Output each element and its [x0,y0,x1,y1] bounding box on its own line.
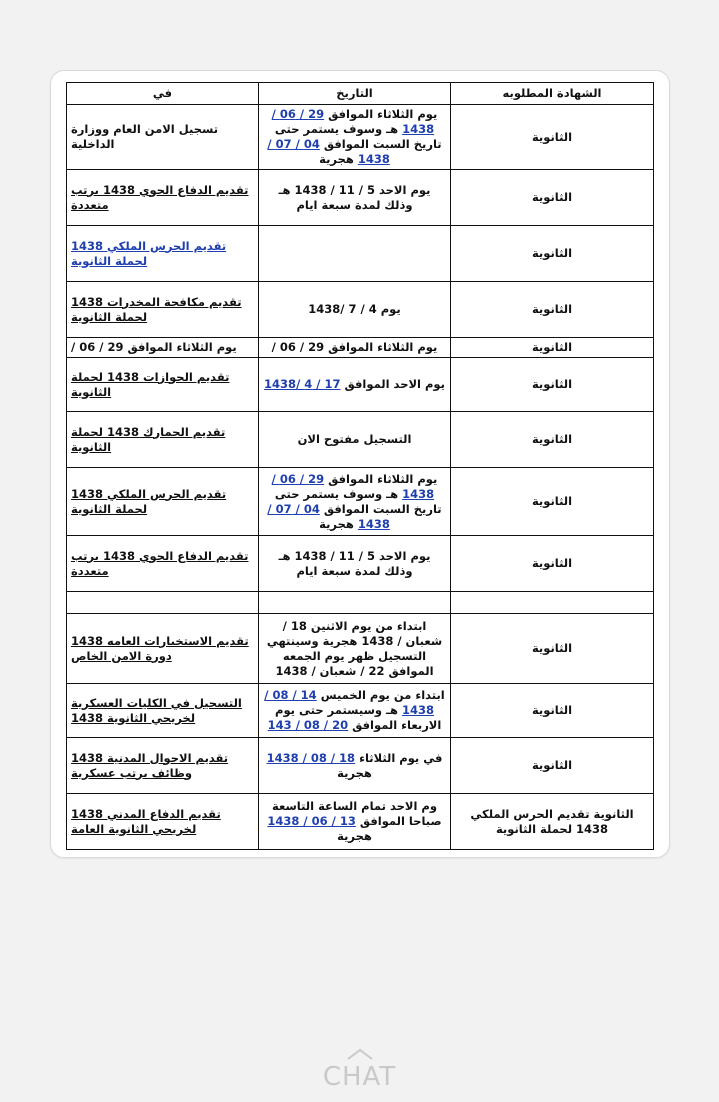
row-cert: الثانوية [451,170,654,226]
row-cert: الثانوية [451,738,654,794]
row-date: التسجيل مفتوح الان [259,412,451,468]
row-cert: الثانوية تقديم الحرس الملكي 1438 لحملة الثانوية [451,794,654,850]
row-in [67,358,259,412]
row-in: يوم الثلاثاء الموافق 29 / 06 / [67,338,259,358]
table-row [67,536,654,592]
entry-link[interactable]: تقديم الحرس الملكي 1438 لحملة الثانوية [71,486,227,516]
date-link[interactable]: 29 / 06 / 1438 [271,471,435,501]
row-cert: الثانوية [451,614,654,684]
table-row [67,338,654,358]
row-date: وم الاحد تمام الساعة التاسعة صباحا الموافق 13 / 06 / 1438 هجرية [259,794,451,850]
row-in: تسجيل الامن العام ووزارة الداخلية [67,105,259,170]
row-date [259,592,451,614]
row-in [67,738,259,794]
row-in [67,468,259,536]
table-row [67,358,654,412]
row-date: يوم 4 / 7 /1438 [259,282,451,338]
row-date: يوم الثلاثاء الموافق 29 / 06 / 1438 هـ وسوف يستمر حتى تاريخ السبت الموافق 04 / 07 / 1438 هجرية [259,468,451,536]
row-date: يوم الثلاثاء الموافق 29 / 06 / 1438 هـ وسوف يستمر حتى تاريخ السبت الموافق 04 / 07 / 1438 هجرية [259,105,451,170]
row-date: يوم الاحد الموافق 17 / 4 /1438 [259,358,451,412]
table-row [67,614,654,684]
entry-link[interactable]: تقديم الدفاع المدني 1438 لخريجي الثانوية العامة [71,806,221,836]
row-cert: الثانوية [451,338,654,358]
row-in [67,614,259,684]
table-row [67,592,654,614]
certificates-table [66,82,654,850]
date-link[interactable]: 14 / 08 / 1438 [264,688,434,717]
table-row [67,105,654,170]
table-row [67,684,654,738]
chat-label: CHAT [322,1062,397,1092]
entry-link[interactable]: التسجيل في الكليات العسكرية لخريجي الثانوية 1438 [71,695,242,725]
table-row [67,738,654,794]
row-date: في يوم الثلاثاء 18 / 08 / 1438 هجرية [259,738,451,794]
chevron-up-icon [340,1046,380,1062]
row-cert: الثانوية [451,105,654,170]
entry-link[interactable]: تقديم الاحوال المدنية 1438 وظائف برتب عسكرية [71,750,229,780]
row-in [67,684,259,738]
row-cert [451,592,654,614]
row-cert: الثانوية [451,226,654,282]
row-date: ابتداء من يوم الاثنين 18 / شعبان / 1438 هجرية وسينتهي التسجيل ظهر يوم الجمعه الموافق 22 / شعبان / 1438 [259,614,451,684]
row-in [67,536,259,592]
entry-link[interactable]: تقديم الدفاع الجوي 1438 برتب متعددة [71,548,249,578]
row-cert: الثانوية [451,412,654,468]
entry-link[interactable]: تقديم مكافحة المخدرات 1438 لحملة الثانوية [71,294,242,324]
row-date: ابتداء من يوم الخميس 14 / 08 / 1438 هـ وسيستمر حتى يوم الاربعاء الموافق 20 / 08 / 143 [259,684,451,738]
date-link[interactable]: 04 / 07 / 1438 [267,137,390,166]
row-in [67,412,259,468]
row-cert: الثانوية [451,536,654,592]
table-row [67,282,654,338]
row-date: يوم الاحد 5 / 11 / 1438 هـ وذلك لمدة سبعة ايام [259,170,451,226]
row-cert: الثانوية [451,468,654,536]
row-in [67,592,259,614]
header-in: في [67,83,259,105]
table-header-row [67,83,654,105]
table-row [67,170,654,226]
row-cert: الثانوية [451,282,654,338]
entry-link[interactable]: تقديم الاستخبارات العامه 1438 دورة الامن الخاص [71,633,249,663]
row-date: يوم الثلاثاء الموافق 29 / 06 / [259,338,451,358]
table-row [67,226,654,282]
entry-link[interactable]: تقديم الجوازات 1438 لحملة الثانوية [71,369,230,399]
date-link[interactable]: 17 / 4 /1438 [264,377,341,391]
date-link[interactable]: 18 / 08 / 1438 [266,750,356,765]
date-link[interactable]: 20 / 08 / 143 [267,718,349,732]
row-in [67,226,259,282]
date-link[interactable]: 04 / 07 / 1438 [267,501,390,531]
row-date [259,226,451,282]
row-in [67,282,259,338]
entry-link[interactable]: تقديم الدفاع الجوي 1438 برتب متعددة [71,182,249,212]
header-date: التاريخ [259,83,451,105]
table-row [67,468,654,536]
date-link[interactable]: 13 / 06 / 1438 [267,814,356,828]
row-cert: الثانوية [451,358,654,412]
row-in [67,794,259,850]
entry-link[interactable]: تقديم الجمارك 1438 لحملة الثانوية [71,424,226,454]
row-date: يوم الاحد 5 / 11 / 1438 هـ وذلك لمدة سبعة ايام [259,536,451,592]
chat-button[interactable] [0,1046,719,1096]
row-in [67,170,259,226]
entry-link[interactable]: تقديم الحرس الملكي 1438 لحملة الثانوية [71,238,227,268]
header-cert: الشهادة المطلوبه [451,83,654,105]
table-row [67,412,654,468]
date-link[interactable]: 29 / 06 / 1438 [271,107,435,136]
row-cert: الثانوية [451,684,654,738]
table-row [67,794,654,850]
